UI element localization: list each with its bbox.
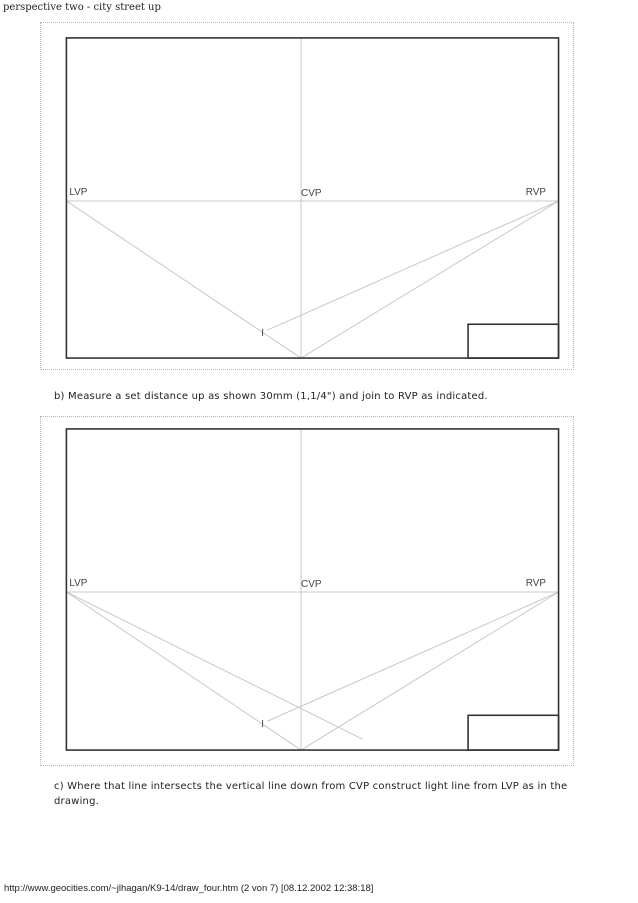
line-lvp-to-base: [66, 201, 301, 358]
label-cvp: CVP: [301, 579, 322, 591]
drawing-figure-step-b: [40, 22, 574, 370]
perspective-drawing-b: [41, 23, 575, 369]
title-block-box: [468, 324, 558, 358]
perspective-drawing-c: [41, 417, 575, 765]
label-cvp: CVP: [301, 188, 322, 199]
caption-step-c: c) Where that line intersects the vertical line down from CVP construct light line from LVP as in the drawing.: [54, 781, 568, 807]
title-block-box: [468, 715, 558, 750]
caption-step-b: b) Measure a set distance up as shown 30mm (1,1/4") and join to RVP as indicated.: [54, 391, 488, 402]
label-lvp: LVP: [69, 187, 88, 199]
line-rvp-to-measure-mark: [267, 201, 558, 330]
line-rvp-to-base: [301, 201, 559, 358]
drawing-figure-step-c: [40, 416, 574, 766]
label-measure-mark: I: [261, 719, 265, 731]
line-lvp-to-base: [66, 592, 301, 750]
label-measure-mark: I: [261, 328, 265, 340]
label-rvp: RVP: [525, 578, 547, 590]
footer-source-url: http://www.geocities.com/~jlhagan/K9-14/draw_four.htm (2 von 7) [08.12.2002 12:38:18]: [4, 883, 374, 894]
line-lvp-through-intersection: [66, 592, 362, 739]
line-rvp-to-base: [301, 592, 559, 750]
label-lvp: LVP: [69, 578, 88, 590]
page-header-title: perspective two - city street up: [3, 2, 161, 13]
line-rvp-to-measure-mark: [267, 592, 558, 721]
label-rvp: RVP: [525, 187, 547, 199]
